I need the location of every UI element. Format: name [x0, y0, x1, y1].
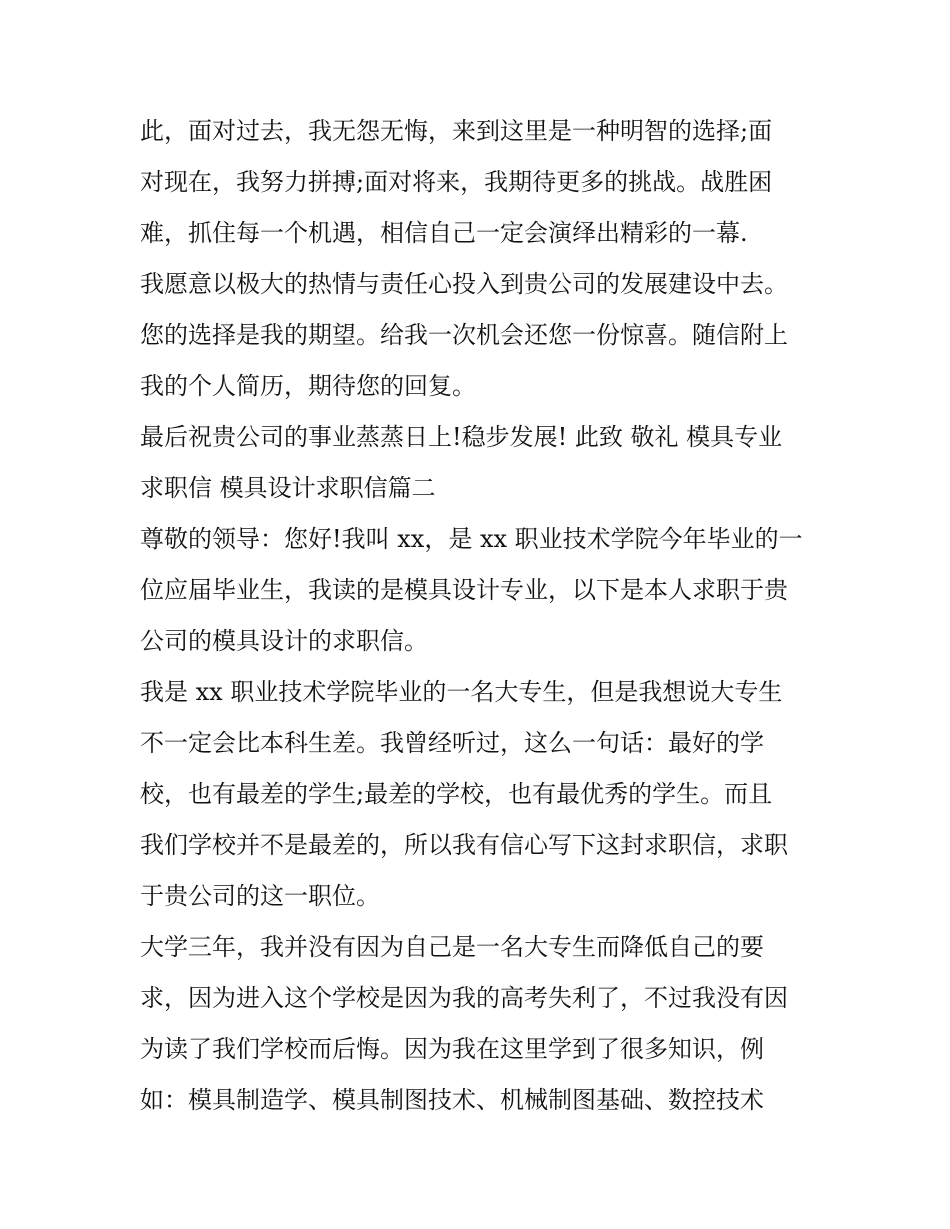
text-line: 不一定会比本科生差。我曾经听过，这么一句话：最好的学 [140, 729, 764, 757]
text-line: 大学三年，我并没有因为自己是一名大专生而降低自己的要 [140, 933, 764, 961]
text-line: 为读了我们学校而后悔。因为我在这里学到了很多知识，例 [140, 1035, 764, 1063]
text-line: 对现在，我努力拼搏;面对将来，我期待更多的挑战。战胜困 [140, 168, 773, 196]
text-line: 最后祝贵公司的事业蒸蒸日上!稳步发展! 此致 敬礼 模具专业 [140, 423, 783, 451]
text-line: 公司的模具设计的求职信。 [140, 627, 428, 655]
text-line: 校，也有最差的学生;最差的学校，也有最优秀的学生。而且 [140, 780, 773, 808]
text-line: 您的选择是我的期望。给我一次机会还您一份惊喜。随信附上 [140, 321, 788, 349]
text-line: 我的个人简历，期待您的回复。 [140, 372, 476, 400]
text-line: 我们学校并不是最差的，所以我有信心写下这封求职信，求职 [140, 831, 788, 859]
text-line: 尊敬的领导：您好!我叫 xx，是 xx 职业技术学院今年毕业的一 [140, 525, 803, 553]
text-line: 我愿意以极大的热情与责任心投入到贵公司的发展建设中去。 [140, 270, 788, 298]
document-body [140, 106, 820, 1126]
text-line: 此，面对过去，我无怨无悔，来到这里是一种明智的选择;面 [140, 117, 773, 145]
text-line: 求职信 模具设计求职信篇二 [140, 474, 436, 502]
text-line: 求，因为进入这个学校是因为我的高考失利了，不过我没有因 [140, 984, 788, 1012]
text-line: 如：模具制造学、模具制图技术、机械制图基础、数控技术 [140, 1086, 764, 1114]
text-line: 于贵公司的这一职位。 [140, 882, 380, 910]
text-line: 难，抓住每一个机遇，相信自己一定会演绎出精彩的一幕. [140, 219, 748, 247]
text-line: 我是 xx 职业技术学院毕业的一名大专生，但是我想说大专生 [140, 678, 783, 706]
text-line: 位应届毕业生，我读的是模具设计专业，以下是本人求职于贵 [140, 576, 788, 604]
